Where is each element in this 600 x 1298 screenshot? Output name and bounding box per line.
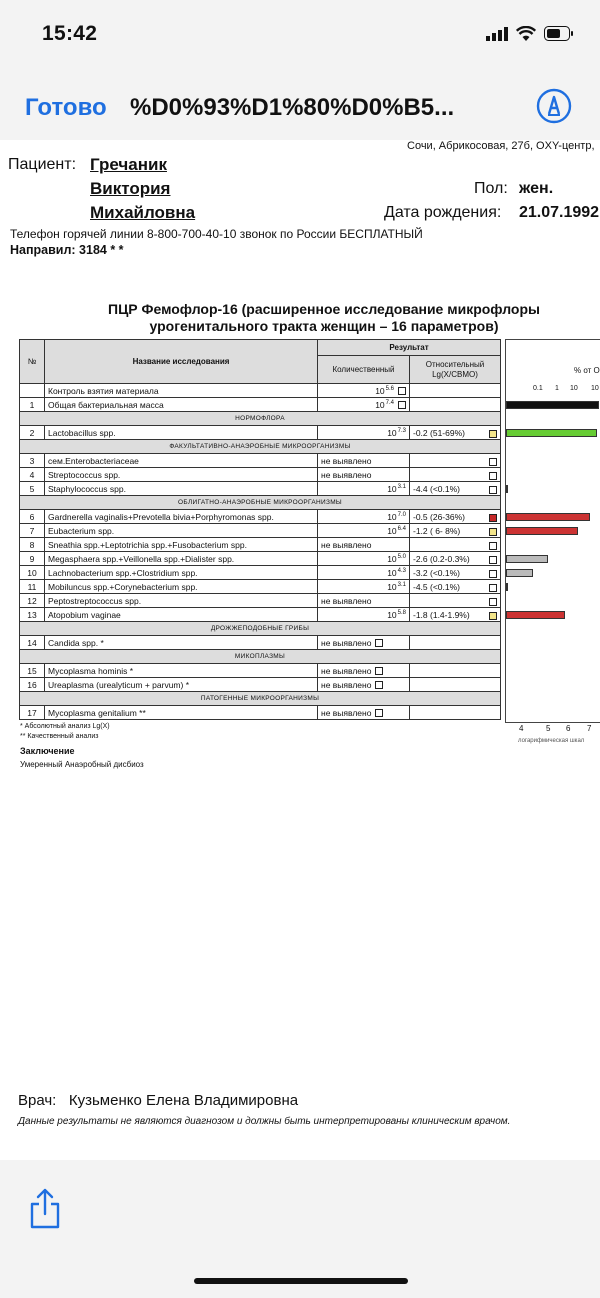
test-name: Staphylococcus spp.: [45, 482, 318, 496]
lab-address: Сочи, Абрикосовая, 27б, OXY-центр,: [407, 140, 595, 152]
exponent: 7.4: [385, 399, 394, 406]
table-row: [20, 384, 501, 398]
section-header: МИКОПЛАЗМЫ: [20, 650, 501, 664]
qty-value: не выявлено: [321, 665, 372, 676]
qty-cell: [318, 468, 410, 482]
qty-value: 10: [387, 581, 397, 592]
chart-bar-7: [506, 527, 578, 535]
qty-value: не выявлено: [321, 679, 372, 690]
rel-cell: [410, 538, 501, 552]
bar-chart: [505, 339, 600, 723]
rel-value: -0.5 (26-36%): [413, 511, 465, 522]
rel-value: -1.2 ( 6- 8%): [413, 525, 461, 536]
test-name: Sneathia spp.+Leptotrichia spp.+Fusobacterium spp.: [45, 538, 318, 552]
rel-value: -0.2 (51-69%): [413, 427, 465, 438]
exponent: 6.4: [397, 525, 406, 532]
qty-cell: [318, 426, 410, 440]
table-row: [20, 594, 501, 608]
checkbox-icon: [375, 639, 383, 647]
exponent: 5.8: [397, 609, 406, 616]
doctor-name: Кузьменко Елена Владимировна: [68, 1092, 299, 1109]
table-row: [20, 580, 501, 594]
chart-bar-13: [506, 611, 565, 619]
qty-cell: [318, 538, 410, 552]
share-icon[interactable]: [28, 1188, 62, 1230]
rel-cell: [410, 398, 501, 412]
checkbox-icon: [398, 387, 406, 395]
table-row: [20, 524, 501, 538]
table-row: [20, 454, 501, 468]
rel-cell: [410, 580, 501, 594]
table-row: [20, 566, 501, 580]
row-num: 10: [20, 566, 45, 580]
flag-icon: [489, 458, 497, 466]
table-row: [20, 426, 501, 440]
battery-icon: [544, 26, 574, 41]
rel-cell: [410, 706, 501, 720]
table-row: [20, 510, 501, 524]
status-bar: [0, 0, 600, 72]
qty-cell: [318, 636, 410, 650]
test-name: Контроль взятия материала: [45, 384, 318, 398]
test-name: Streptococcus spp.: [45, 468, 318, 482]
row-num: 9: [20, 552, 45, 566]
col-name-header: Название исследования: [45, 340, 318, 384]
table-row: [20, 468, 501, 482]
qty-value: 10: [387, 483, 397, 494]
rel-value: -4.4 (<0.1%): [413, 483, 461, 494]
section-header: ДРОЖЖЕПОДОБНЫЕ ГРИБЫ: [20, 622, 501, 636]
patient-first-name: Виктория: [90, 179, 171, 198]
chart-scale-top-1: 0.1: [533, 385, 543, 392]
sex-label: Пол:: [474, 180, 508, 197]
qty-cell: [318, 706, 410, 720]
table-row: [20, 552, 501, 566]
rel-value: -2.6 (0.2-0.3%): [413, 553, 470, 564]
report-title: [0, 301, 600, 335]
row-num: 1: [20, 398, 45, 412]
qty-cell: [318, 524, 410, 538]
qty-value: 10: [387, 609, 397, 620]
chart-bar-2: [506, 429, 597, 437]
qty-value: не выявлено: [321, 539, 372, 550]
row-num: 11: [20, 580, 45, 594]
chart-bar-9: [506, 555, 548, 563]
row-num: 16: [20, 678, 45, 692]
bottom-toolbar: [0, 1160, 600, 1298]
row-num: 13: [20, 608, 45, 622]
qty-cell: [318, 552, 410, 566]
qty-cell: [318, 664, 410, 678]
test-name: Peptostreptococcus spp.: [45, 594, 318, 608]
document-title: %D0%93%D1%80%D0%B5...: [130, 94, 455, 121]
flag-icon: [489, 430, 497, 438]
qty-value: 10: [387, 511, 397, 522]
flag-icon: [489, 528, 497, 536]
qty-cell: [318, 566, 410, 580]
qty-value: не выявлено: [321, 455, 372, 466]
chart-tick-4: 4: [519, 724, 524, 733]
done-button[interactable]: Готово: [25, 94, 107, 121]
test-name: Lactobacillus spp.: [45, 426, 318, 440]
qty-cell: [318, 384, 410, 398]
table-row: [20, 636, 501, 650]
exponent: 4.3: [397, 567, 406, 574]
chart-scale-top-3: 10: [570, 385, 578, 392]
exponent: 7.3: [397, 427, 406, 434]
chart-bar-11: [506, 583, 508, 591]
markup-pen-icon[interactable]: [536, 88, 572, 124]
chart-tick-5: 5: [546, 724, 551, 733]
table-row: [20, 538, 501, 552]
table-row: [20, 706, 501, 720]
exponent: 5.0: [397, 553, 406, 560]
row-num: 12: [20, 594, 45, 608]
qty-cell: [318, 398, 410, 412]
row-num: [20, 384, 45, 398]
flag-icon: [489, 486, 497, 494]
patient-patronymic: Михайловна: [90, 203, 196, 222]
qty-value: 10: [387, 553, 397, 564]
row-num: 14: [20, 636, 45, 650]
rel-cell: [410, 594, 501, 608]
wifi-icon: [516, 26, 536, 41]
test-name: Mycoplasma hominis *: [45, 664, 318, 678]
chart-bar-6: [506, 513, 590, 521]
exponent: 5.6: [385, 385, 394, 392]
flag-icon: [489, 598, 497, 606]
dob-value: 21.07.1992: [519, 204, 600, 221]
row-num: 15: [20, 664, 45, 678]
chart-axis-label: логарифмическая шкал: [518, 738, 585, 744]
checkbox-icon: [375, 709, 383, 717]
flag-icon: [489, 556, 497, 564]
qty-cell: [318, 580, 410, 594]
qty-value: 10: [387, 567, 397, 578]
chart-scale-top-2: 1: [555, 385, 559, 392]
qty-cell: [318, 594, 410, 608]
rel-cell: [410, 468, 501, 482]
col-result-header: Результат: [318, 340, 501, 356]
status-icons: [486, 26, 574, 41]
footnote-absolute: * Абсолютный анализ Lg(X): [20, 723, 110, 730]
hotline-text: Телефон горячей линии 8-800-700-40-10 звонок по России БЕСПЛАТНЫЙ: [10, 227, 423, 241]
qty-value: 10: [375, 385, 385, 396]
chart-tick-6: 6: [566, 724, 571, 733]
table-row: [20, 398, 501, 412]
chart-bar-10: [506, 569, 533, 577]
qty-value: не выявлено: [321, 637, 372, 648]
document-page: [0, 140, 600, 1160]
footnote-qualitative: ** Качественный анализ: [20, 733, 99, 740]
qty-value: не выявлено: [321, 469, 372, 480]
row-num: 4: [20, 468, 45, 482]
doctor-label: Врач:: [18, 1092, 57, 1109]
test-name: Общая бактериальная масса: [45, 398, 318, 412]
navigation-bar: [0, 72, 600, 140]
conclusion-text: Умеренный Анаэробный дисбиоз: [20, 760, 144, 769]
referral-text: Направил: 3184 * *: [10, 243, 124, 257]
qty-cell: [318, 510, 410, 524]
rel-cell: [410, 482, 501, 496]
rel-cell: [410, 636, 501, 650]
table-row: [20, 664, 501, 678]
chart-tick-7: 7: [587, 724, 592, 733]
qty-cell: [318, 454, 410, 468]
qty-value: 10: [375, 399, 385, 410]
rel-cell: [410, 454, 501, 468]
checkbox-icon: [398, 401, 406, 409]
results-table: [19, 339, 501, 720]
conclusion-label: Заключение: [20, 746, 75, 756]
section-header: ФАКУЛЬТАТИВНО-АНАЭРОБНЫЕ МИКРООРГАНИЗМЫ: [20, 440, 501, 454]
row-num: 5: [20, 482, 45, 496]
section-header: НОРМОФЛОРА: [20, 412, 501, 426]
home-indicator: [194, 1278, 408, 1284]
col-rel-header: Относительный Lg(X/CВМО): [410, 356, 501, 384]
exponent: 3.1: [397, 483, 406, 490]
row-num: 2: [20, 426, 45, 440]
flag-icon: [489, 612, 497, 620]
qty-value: не выявлено: [321, 707, 372, 718]
rel-value: -4.5 (<0.1%): [413, 581, 461, 592]
test-name: Eubacterium spp.: [45, 524, 318, 538]
test-name: Megasphaera spp.+Veillonella spp.+Dialister spp.: [45, 552, 318, 566]
row-num: 17: [20, 706, 45, 720]
signal-icon: [486, 27, 508, 41]
rel-cell: [410, 384, 501, 398]
qty-cell: [318, 608, 410, 622]
table-row: [20, 608, 501, 622]
chart-scale-top-4: 10: [591, 385, 599, 392]
qty-cell: [318, 678, 410, 692]
report-title-line1: ПЦР Фемофлор-16 (расширенное исследование микрофлоры: [108, 301, 540, 317]
flag-icon: [489, 542, 497, 550]
section-header: ПАТОГЕННЫЕ МИКРООРГАНИЗМЫ: [20, 692, 501, 706]
row-num: 6: [20, 510, 45, 524]
rel-cell: [410, 510, 501, 524]
row-num: 8: [20, 538, 45, 552]
report-title-line2: урогенитального тракта женщин – 16 параметров): [149, 318, 499, 334]
checkbox-icon: [375, 681, 383, 689]
test-name: Mobiluncus spp.+Corynebacterium spp.: [45, 580, 318, 594]
dob-label: Дата рождения:: [384, 204, 502, 221]
qty-value: 10: [387, 427, 397, 438]
flag-icon: [489, 514, 497, 522]
rel-cell: [410, 664, 501, 678]
row-num: 3: [20, 454, 45, 468]
doctor-line: [18, 1092, 298, 1109]
rel-cell: [410, 566, 501, 580]
table-row: [20, 678, 501, 692]
qty-cell: [318, 482, 410, 496]
exponent: 3.1: [397, 581, 406, 588]
rel-cell: [410, 608, 501, 622]
test-name: Mycoplasma genitalium **: [45, 706, 318, 720]
rel-cell: [410, 678, 501, 692]
rel-value: -3.2 (<0.1%): [413, 567, 461, 578]
rel-cell: [410, 524, 501, 538]
rel-cell: [410, 552, 501, 566]
flag-icon: [489, 584, 497, 592]
row-num: 7: [20, 524, 45, 538]
chart-header: % от О: [574, 366, 600, 375]
status-time: 15:42: [42, 22, 98, 45]
test-name: Lachnobacterium spp.+Clostridium spp.: [45, 566, 318, 580]
test-name: Atopobium vaginae: [45, 608, 318, 622]
col-num-header: №: [20, 340, 45, 384]
checkbox-icon: [375, 667, 383, 675]
table-row: [20, 482, 501, 496]
exponent: 7.0: [397, 511, 406, 518]
rel-value: -1.8 (1.4-1.9%): [413, 609, 470, 620]
disclaimer-text: Данные результаты не являются диагнозом и должны быть интерпретированы клиническим врачом.: [18, 1116, 511, 1127]
chart-bar-1: [506, 401, 599, 409]
patient-surname: Гречаник: [90, 155, 167, 174]
chart-bar-5: [506, 485, 508, 493]
patient-label: Пациент:: [8, 156, 77, 173]
test-name: Ureaplasma (urealyticum + parvum) *: [45, 678, 318, 692]
test-name: Candida spp. *: [45, 636, 318, 650]
section-header: ОБЛИГАТНО-АНАЭРОБНЫЕ МИКРООРГАНИЗМЫ: [20, 496, 501, 510]
flag-icon: [489, 472, 497, 480]
test-name: Gardnerella vaginalis+Prevotella bivia+Porphyromonas spp.: [45, 510, 318, 524]
sex-value: жен.: [519, 180, 554, 197]
qty-value: 10: [387, 525, 397, 536]
test-name: сем.Enterobacteriaceae: [45, 454, 318, 468]
rel-cell: [410, 426, 501, 440]
flag-icon: [489, 570, 497, 578]
col-qty-header: Количественный: [318, 356, 410, 384]
qty-value: не выявлено: [321, 595, 372, 606]
